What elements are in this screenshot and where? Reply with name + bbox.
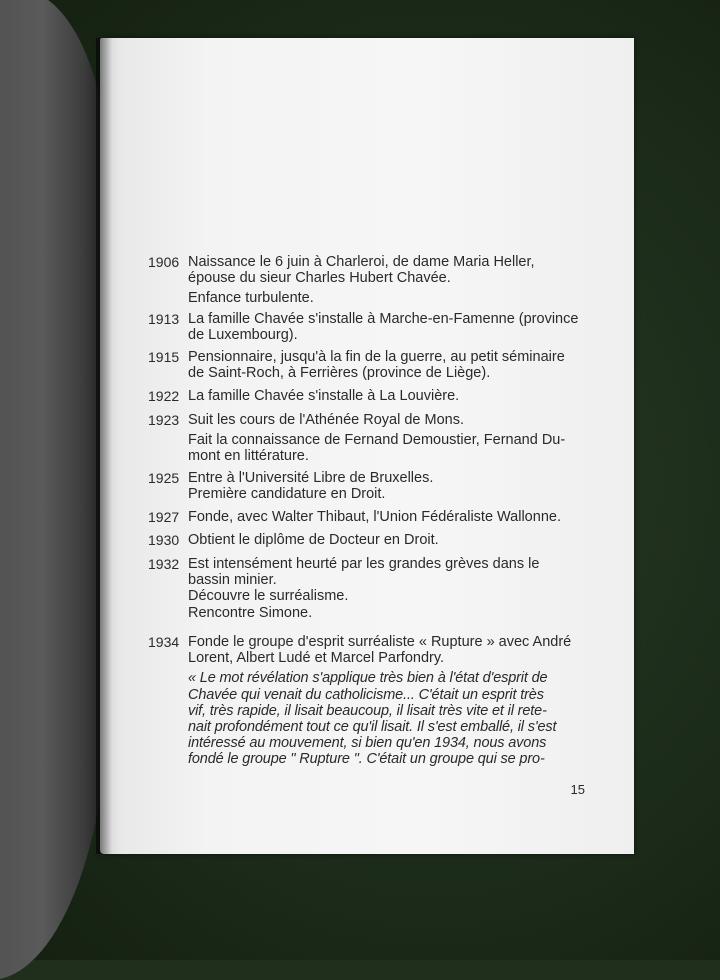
entry-line: Pensionnaire, jusqu'à la fin de la guerre, au petit séminaire xyxy=(188,349,565,365)
entry-text xyxy=(188,532,578,548)
entry-text xyxy=(188,349,578,381)
entry-line: Est intensément heurté par les grandes grèves dans le xyxy=(188,556,540,572)
entry-line: Obtient le diplôme de Docteur en Droit. xyxy=(188,532,439,548)
entry-line: Première candidature en Droit. xyxy=(188,486,386,503)
entry-line: Entre à l'Université Libre de Bruxelles. xyxy=(188,470,434,486)
entry-line: Naissance le 6 juin à Charleroi, de dame Maria Heller, xyxy=(188,254,535,270)
entry-line: Découvre le surréalisme. xyxy=(188,588,349,605)
book-page xyxy=(100,38,634,854)
gutter-shadow xyxy=(96,38,112,854)
entry-line: Fonde le groupe d'esprit surréaliste « Rupture » avec André xyxy=(188,634,572,650)
quote-line: intéressé au mouvement, si bien qu'en 1934, nous avons xyxy=(188,735,547,752)
entry-text xyxy=(188,388,578,404)
entry-year: 1932 xyxy=(148,556,180,572)
entry-year: 1922 xyxy=(148,388,180,404)
entry-text xyxy=(188,254,578,307)
entry-line: Lorent, Albert Ludé et Marcel Parfondry. xyxy=(188,650,445,667)
quote-line: « Le mot révélation s'applique très bien à l'état d'esprit de xyxy=(188,670,548,687)
entry-line: mont en littérature. xyxy=(188,448,309,465)
entry-year: 1923 xyxy=(148,412,180,428)
entry-year: 1913 xyxy=(148,311,180,327)
quote-line: vif, très rapide, il lisait beaucoup, il lisait très vite et il rete- xyxy=(188,702,547,719)
entry-year: 1925 xyxy=(148,470,180,486)
entry-year: 1906 xyxy=(148,254,180,270)
entry-line: Rencontre Simone. xyxy=(188,604,313,621)
entry-line: Fait la connaissance de Fernand Demoustier, Fernand Du- xyxy=(188,432,566,449)
entry-line: épouse du sieur Charles Hubert Chavée. xyxy=(188,270,451,287)
entry-year: 1930 xyxy=(148,532,180,548)
entry-text xyxy=(188,412,578,465)
entry-text xyxy=(188,509,578,525)
entry-text xyxy=(188,311,578,343)
entry-year: 1915 xyxy=(148,349,180,365)
entry-text xyxy=(188,556,578,621)
quote-line: Chavée qui venait du catholicisme... C'était un esprit très xyxy=(188,686,544,703)
entry-line: La famille Chavée s'installe à Marche-en-Famenne (province xyxy=(188,311,579,327)
quote-line: nait profondément tout ce qu'il lisait. Il s'est emballé, il s'est xyxy=(188,719,557,736)
entry-line: bassin minier. xyxy=(188,572,277,589)
entry-text xyxy=(188,634,578,768)
entry-line: Suit les cours de l'Athénée Royal de Mons. xyxy=(188,412,465,428)
entry-line: Fonde, avec Walter Thibaut, l'Union Fédéraliste Wallonne. xyxy=(188,509,561,525)
page-number: 15 xyxy=(570,782,585,797)
entry-text xyxy=(188,470,578,502)
entry-year: 1927 xyxy=(148,509,180,525)
entry-line: La famille Chavée s'installe à La Louvière. xyxy=(188,388,460,404)
entry-line: Enfance turbulente. xyxy=(188,290,314,307)
entry-year: 1934 xyxy=(148,634,180,650)
quote-line: fondé le groupe " Rupture ". C'était un groupe qui se pro- xyxy=(188,751,545,768)
entry-line: de Saint-Roch, à Ferrières (province de Liège). xyxy=(188,365,491,382)
entry-line: de Luxembourg). xyxy=(188,327,298,344)
